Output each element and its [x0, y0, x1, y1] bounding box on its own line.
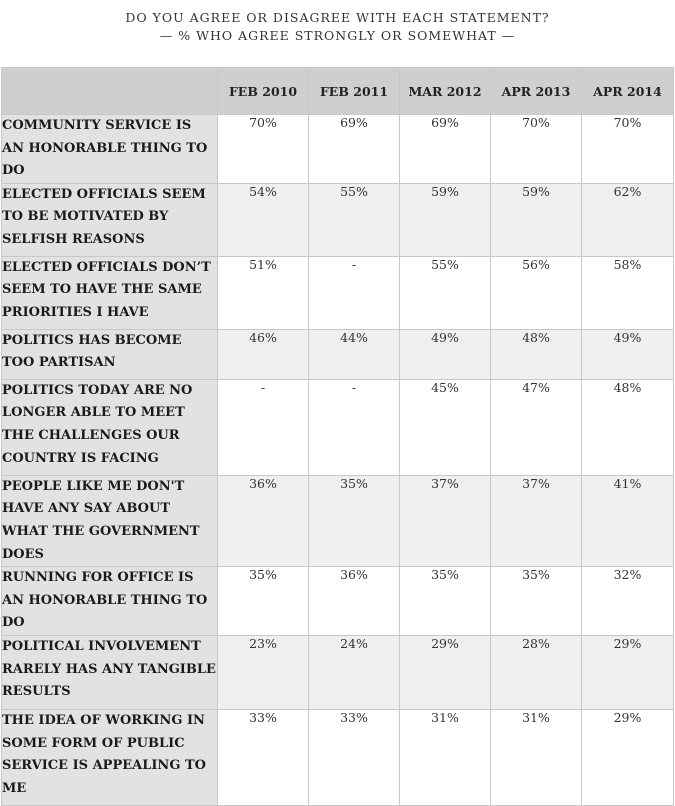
title-line-2: — % WHO AGREE STRONGLY OR SOMEWHAT —	[159, 28, 516, 43]
table-cell: 37%	[491, 475, 582, 566]
table-cell: 49%	[582, 329, 674, 379]
table-row	[2, 709, 674, 805]
column-header: FEB 2010	[218, 68, 309, 115]
table-cell: 32%	[582, 567, 674, 636]
table-cell: 58%	[582, 256, 674, 329]
table-cell: 49%	[400, 329, 491, 379]
table-cell: 59%	[491, 183, 582, 256]
row-label: ELECTED OFFICIALS DON’T SEEM TO HAVE THE SAME PRIORITIES I HAVE	[2, 256, 218, 329]
table-cell: 31%	[400, 709, 491, 805]
table-cell: 46%	[218, 329, 309, 379]
table-cell: -	[309, 256, 400, 329]
table-cell: 33%	[218, 709, 309, 805]
table-row	[2, 115, 674, 184]
table-cell: 29%	[400, 635, 491, 709]
table-cell: 62%	[582, 183, 674, 256]
table-cell: 69%	[400, 115, 491, 184]
table-cell: 51%	[218, 256, 309, 329]
table-cell: 35%	[491, 567, 582, 636]
row-label: RUNNING FOR OFFICE IS AN HONORABLE THING TO DO	[2, 567, 218, 636]
table-cell: 48%	[582, 379, 674, 475]
table-cell: 24%	[309, 635, 400, 709]
column-header: MAR 2012	[400, 68, 491, 115]
row-label: POLITICS HAS BECOME TOO PARTISAN	[2, 329, 218, 379]
row-label: ELECTED OFFICIALS SEEM TO BE MOTIVATED BY SELFISH REASONS	[2, 183, 218, 256]
table-cell: 70%	[582, 115, 674, 184]
table-cell: 33%	[309, 709, 400, 805]
table-cell: 45%	[400, 379, 491, 475]
column-header: APR 2013	[491, 68, 582, 115]
table-cell: 59%	[400, 183, 491, 256]
table-cell: 23%	[218, 635, 309, 709]
row-label: POLITICS TODAY ARE NO LONGER ABLE TO MEET THE CHALLENGES OUR COUNTRY IS FACING	[2, 379, 218, 475]
table-cell: 31%	[491, 709, 582, 805]
table-row	[2, 256, 674, 329]
table-cell: 56%	[491, 256, 582, 329]
table-cell: 35%	[218, 567, 309, 636]
table-cell: 35%	[400, 567, 491, 636]
survey-table	[1, 67, 674, 806]
table-title	[0, 9, 675, 45]
table-cell: 36%	[218, 475, 309, 566]
table-cell: 47%	[491, 379, 582, 475]
table-cell: -	[218, 379, 309, 475]
table-row	[2, 329, 674, 379]
column-header: APR 2014	[582, 68, 674, 115]
table-cell: 69%	[309, 115, 400, 184]
table-cell: 48%	[491, 329, 582, 379]
table-row	[2, 379, 674, 475]
table-cell: 55%	[400, 256, 491, 329]
table-cell: 37%	[400, 475, 491, 566]
table-cell: 41%	[582, 475, 674, 566]
header-corner	[2, 68, 218, 115]
title-line-1: DO YOU AGREE OR DISAGREE WITH EACH STATEMENT?	[125, 10, 550, 25]
row-label: PEOPLE LIKE ME DON'T HAVE ANY SAY ABOUT WHAT THE GOVERNMENT DOES	[2, 475, 218, 566]
table-cell: 55%	[309, 183, 400, 256]
table-cell: 70%	[218, 115, 309, 184]
table-cell: 70%	[491, 115, 582, 184]
table-body	[2, 115, 674, 806]
row-label: COMMUNITY SERVICE IS AN HONORABLE THING TO DO	[2, 115, 218, 184]
table-row	[2, 567, 674, 636]
column-header: FEB 2011	[309, 68, 400, 115]
header-row	[2, 68, 674, 115]
table-row	[2, 635, 674, 709]
table-cell: 28%	[491, 635, 582, 709]
table-cell: 35%	[309, 475, 400, 566]
row-label: THE IDEA OF WORKING IN SOME FORM OF PUBLIC SERVICE IS APPEALING TO ME	[2, 709, 218, 805]
table-cell: -	[309, 379, 400, 475]
table-row	[2, 183, 674, 256]
table-cell: 29%	[582, 635, 674, 709]
table-cell: 54%	[218, 183, 309, 256]
table-row	[2, 475, 674, 566]
table-cell: 36%	[309, 567, 400, 636]
row-label: POLITICAL INVOLVEMENT RARELY HAS ANY TANGIBLE RESULTS	[2, 635, 218, 709]
table-cell: 29%	[582, 709, 674, 805]
table-cell: 44%	[309, 329, 400, 379]
